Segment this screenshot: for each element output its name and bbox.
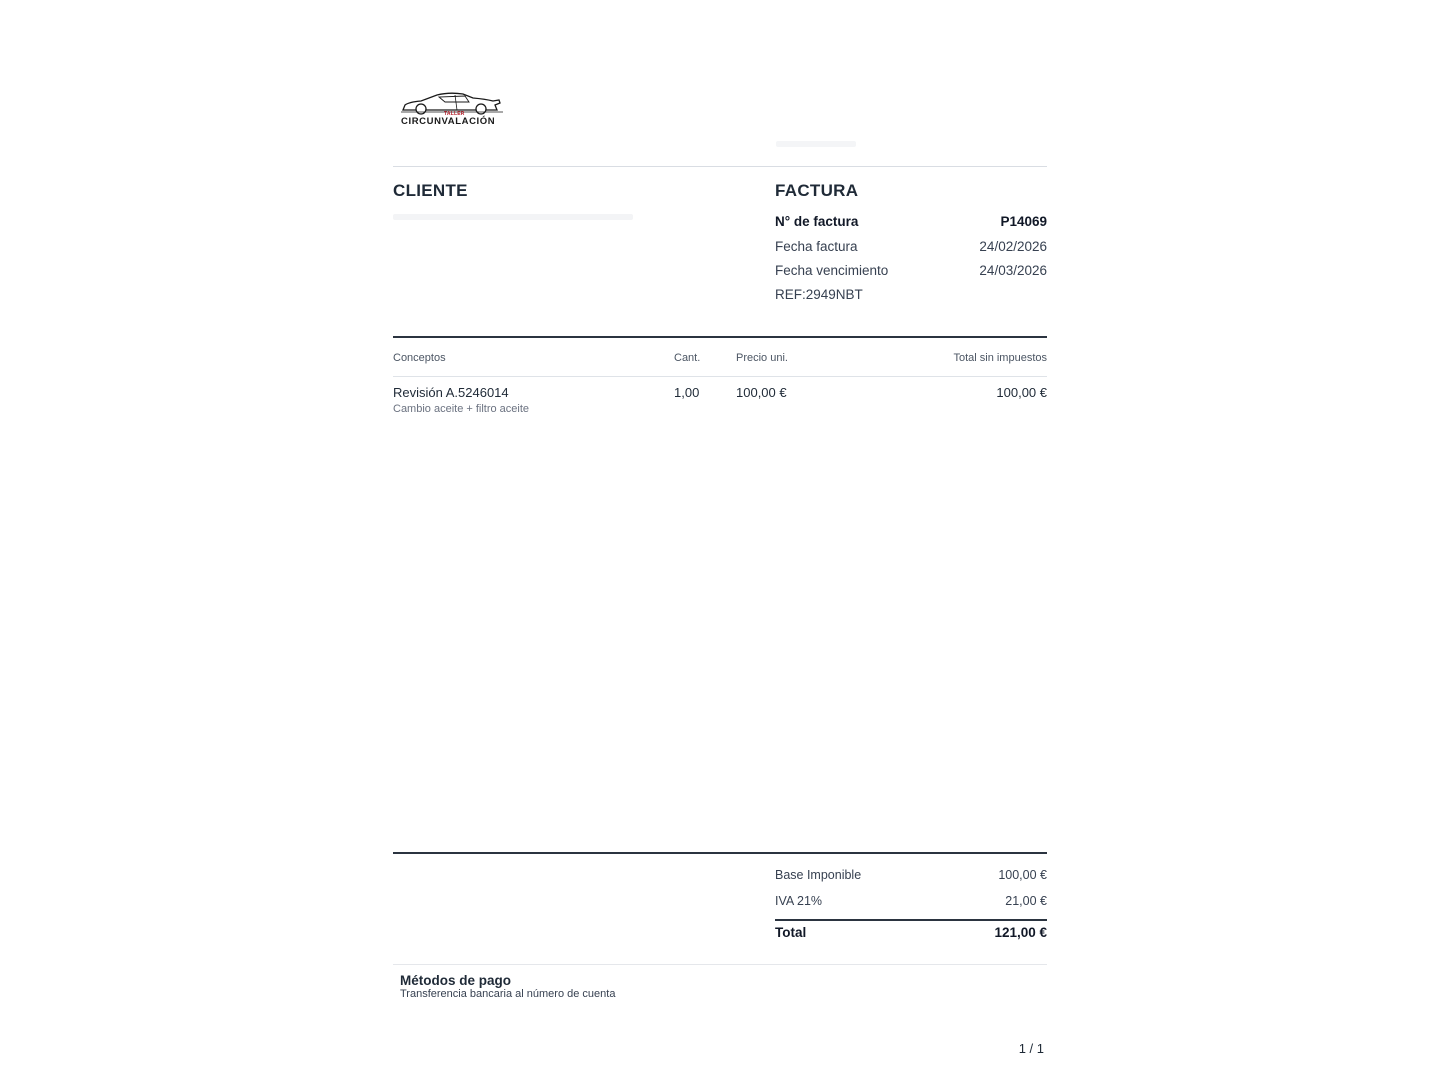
base-label: Base Imponible — [775, 868, 862, 882]
totals-block — [775, 865, 1047, 949]
row-description: Cambio aceite + filtro aceite — [393, 403, 530, 415]
due-date-row — [775, 261, 1047, 285]
header-qty: Cant. — [674, 352, 701, 364]
company-logo — [399, 90, 505, 130]
invoice-number-row — [775, 212, 1047, 237]
due-date-label: Fecha vencimiento — [775, 263, 889, 278]
row-total: 100,00 € — [996, 385, 1047, 400]
table-top-divider — [393, 336, 1047, 338]
row-concept: Revisión A.5246014 — [393, 385, 509, 400]
header-divider — [393, 166, 1047, 167]
invoice-date-row — [775, 237, 1047, 261]
total-divider — [775, 919, 1047, 921]
base-value: 100,00 € — [998, 868, 1047, 882]
invoice-page — [393, 0, 1047, 1080]
reference-row — [775, 285, 1047, 309]
due-date-value: 24/03/2026 — [979, 263, 1047, 278]
total-value: 121,00 € — [994, 925, 1047, 940]
faded-company-detail — [776, 141, 856, 147]
table-header-divider — [393, 376, 1047, 377]
client-heading: CLIENTE — [393, 181, 468, 200]
page-number: 1 / 1 — [1018, 1041, 1044, 1056]
row-qty: 1,00 — [674, 385, 700, 400]
table-row — [393, 385, 1047, 425]
tax-value: 21,00 € — [1005, 894, 1047, 908]
invoice-number-label: N° de factura — [775, 214, 859, 229]
invoice-heading: FACTURA — [775, 181, 859, 200]
logo-subtitle: TALLER — [444, 111, 465, 117]
payment-divider — [393, 964, 1047, 965]
invoice-meta — [775, 212, 1047, 309]
header-unit-price: Precio uni. — [736, 352, 788, 364]
header-total: Total sin impuestos — [953, 352, 1047, 364]
row-unit-price: 100,00 € — [736, 385, 787, 400]
tax-row — [775, 891, 1047, 917]
payment-title: Métodos de pago — [400, 973, 511, 988]
total-label: Total — [775, 925, 807, 940]
reference-text: REF:2949NBT — [775, 287, 863, 302]
client-details-redacted — [393, 214, 633, 220]
invoice-date-value: 24/02/2026 — [979, 239, 1047, 254]
table-header — [393, 352, 1047, 376]
logo-name: CIRCUNVALACIÓN — [401, 116, 496, 127]
tax-label: IVA 21% — [775, 894, 823, 908]
invoice-date-label: Fecha factura — [775, 239, 858, 254]
totals-top-divider — [393, 852, 1047, 854]
total-row — [775, 923, 1047, 949]
header-concept: Conceptos — [393, 352, 446, 364]
invoice-number-value: P14069 — [1000, 214, 1047, 229]
base-row — [775, 865, 1047, 891]
payment-text: Transferencia bancaria al número de cuenta — [400, 988, 616, 1000]
